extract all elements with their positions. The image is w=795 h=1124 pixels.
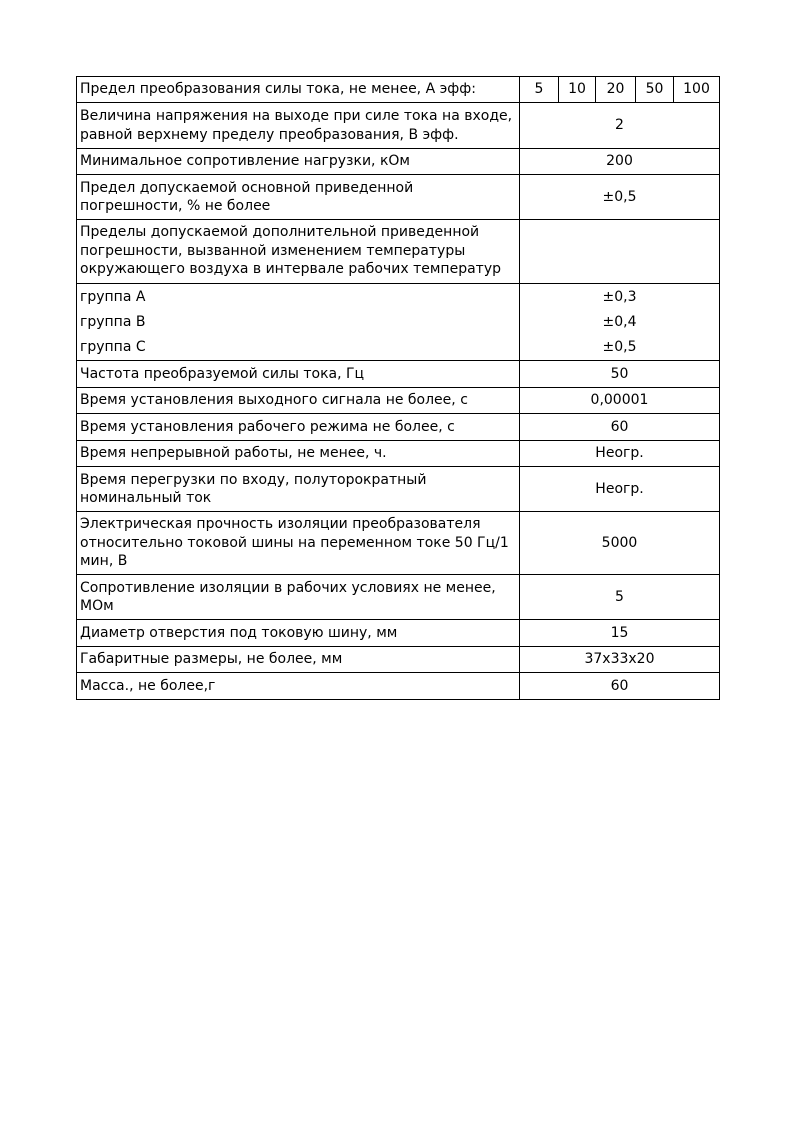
table-row (77, 103, 720, 149)
group-c-label: группа С (77, 335, 520, 361)
table-row (77, 335, 720, 361)
row-label: Масса., не более,г (77, 673, 520, 700)
specifications-table (76, 76, 720, 700)
table-row (77, 620, 720, 647)
table-row (77, 673, 720, 700)
row-label: Габаритные размеры, не более, мм (77, 647, 520, 673)
table-row (77, 284, 720, 310)
row-value: 0,00001 (520, 388, 720, 414)
table-row (77, 512, 720, 575)
row-value: Неогр. (520, 441, 720, 467)
row-value: 50 (520, 361, 720, 388)
row-label: Сопротивление изоляции в рабочих условиях не менее, МОм (77, 575, 520, 620)
group-a-label: группа А (77, 284, 520, 310)
row-value: 15 (520, 620, 720, 647)
row-label: Пределы допускаемой дополнительной приведенной погрешности, вызванной изменением температуры окружающего воздуха в интервале рабочих температур (77, 220, 520, 284)
row-label: Частота преобразуемой силы тока, Гц (77, 361, 520, 388)
table-row (77, 441, 720, 467)
row-label: Диаметр отверстия под токовую шину, мм (77, 620, 520, 647)
row-value: 60 (520, 414, 720, 441)
row-label: Время перегрузки по входу, полуторократный номинальный ток (77, 467, 520, 512)
table-row (77, 220, 720, 284)
range-100: 100 (674, 77, 720, 103)
group-c-value: ±0,5 (520, 335, 720, 361)
table-row (77, 310, 720, 335)
table-row (77, 175, 720, 220)
row-value: 5 (520, 575, 720, 620)
range-20: 20 (596, 77, 636, 103)
row-label: Время непрерывной работы, не менее, ч. (77, 441, 520, 467)
row-value: 2 (520, 103, 720, 149)
row-value: 37х33х20 (520, 647, 720, 673)
row-value: ±0,5 (520, 175, 720, 220)
row-label: Минимальное сопротивление нагрузки, кОм (77, 149, 520, 175)
row-value: Неогр. (520, 467, 720, 512)
table-row (77, 388, 720, 414)
range-10: 10 (559, 77, 596, 103)
table-row (77, 361, 720, 388)
table-row (77, 467, 720, 512)
row-value: 60 (520, 673, 720, 700)
range-5: 5 (520, 77, 559, 103)
row-label: Предел допускаемой основной приведенной погрешности, % не более (77, 175, 520, 220)
table-row-conversion-range (77, 77, 720, 103)
row-value: 200 (520, 149, 720, 175)
table-row (77, 149, 720, 175)
row-value: 5000 (520, 512, 720, 575)
range-50: 50 (636, 77, 674, 103)
row-label: Величина напряжения на выходе при силе тока на входе, равной верхнему пределу преобразования, В эфф. (77, 103, 520, 149)
table-row (77, 575, 720, 620)
group-a-value: ±0,3 (520, 284, 720, 310)
range-label: Предел преобразования силы тока, не менее, А эфф: (77, 77, 520, 103)
row-label: Электрическая прочность изоляции преобразователя относительно токовой шины на переменном токе 50 Гц/1 мин, В (77, 512, 520, 575)
group-b-value: ±0,4 (520, 310, 720, 335)
table-row (77, 647, 720, 673)
table-row (77, 414, 720, 441)
group-b-label: группа В (77, 310, 520, 335)
row-label: Время установления рабочего режима не более, с (77, 414, 520, 441)
row-label: Время установления выходного сигнала не более, с (77, 388, 520, 414)
